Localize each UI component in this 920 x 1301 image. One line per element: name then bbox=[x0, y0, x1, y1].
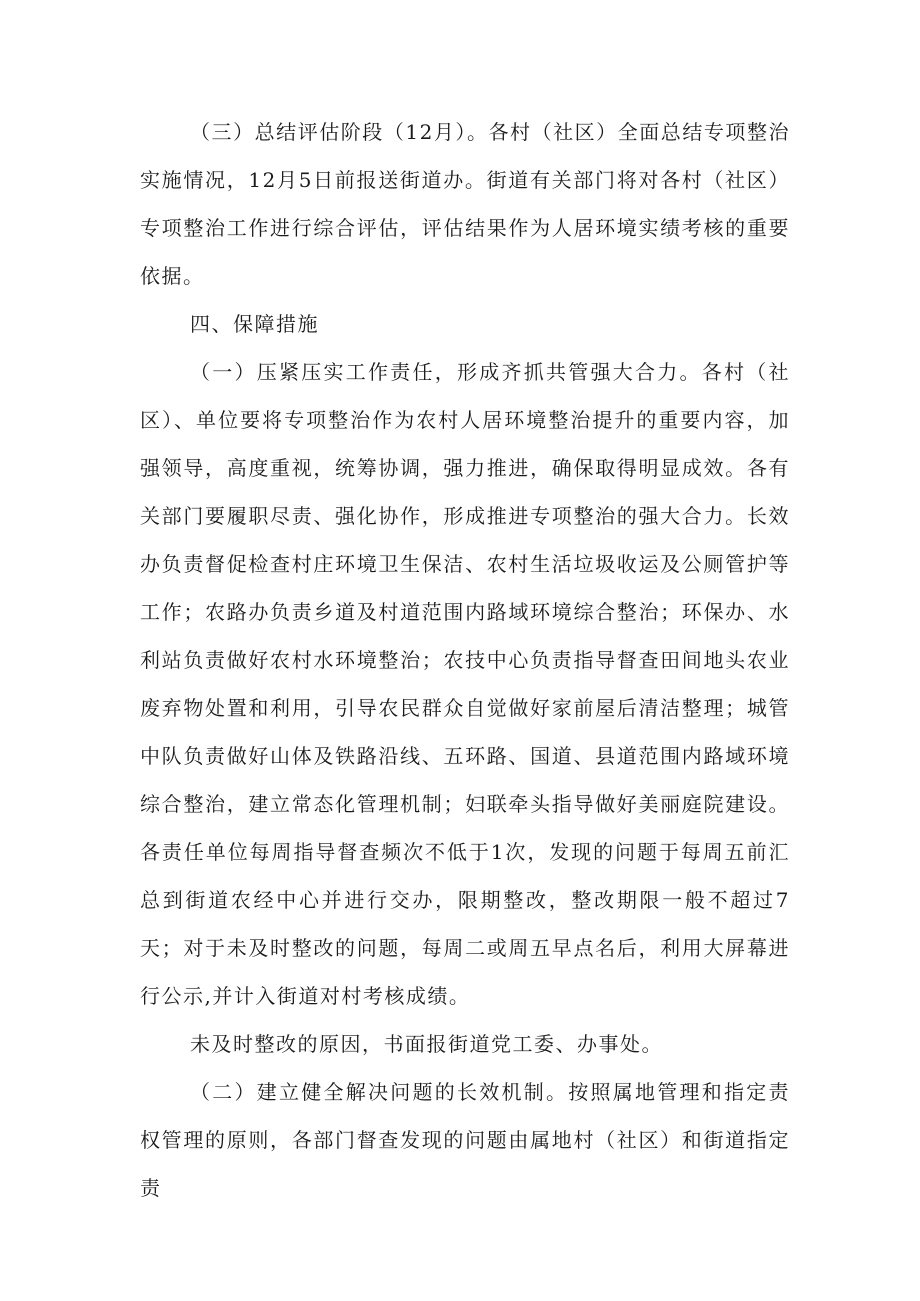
paragraph-long-term-mechanism: （二）建立健全解决问题的长效机制。按照属地管理和指定责权管理的原则，各部门督查发现的问题由属地村（社区）和街道指定责 bbox=[140, 1080, 790, 1200]
paragraph-summary-stage: （三）总结评估阶段（12月）。各村（社区）全面总结专项整治实施情况，12月5日前报送街道办。街道有关部门将对各村（社区）专项整治工作进行综合评估，评估结果作为人居环境实绩考核的重要依据。 bbox=[140, 120, 790, 288]
section-heading-safeguards: 四、保障措施 bbox=[190, 312, 319, 336]
paragraph-responsibility: （一）压紧压实工作责任，形成齐抓共管强大合力。各村（社区）、单位要将专项整治作为农村人居环境整治提升的重要内容，加强领导，高度重视，统筹协调，强力推进，确保取得明显成效。各有关部门要履职尽责、强化协作，形成推进专项整治的强大合力。长效办负责督促检查村庄环境卫生保洁、农村生活垃圾收运及公厕管护等工作；农路办负责乡道及村道范围内路域环境综合整治；环保办、水利站负责做好农村水环境整治；农技中心负责指导督查田间地头农业废弃物处置和利用，引导农民群众自觉做好家前屋后清洁整理；城管中队负责做好山体及铁路沿线、五环路、国道、县道范围内路域环境综合整治，建立常态化管理机制；妇联牵头指导做好美丽庭院建设。各责任单位每周指导督查频次不低于1次，发现的问题于每周五前汇总到街道农经中心并进行交办，限期整改，整改期限一般不超过7天；对于未及时整改的问题，每周二或周五早点名后，利用大屏幕进行公示,并计入街道对村考核成绩。 bbox=[140, 360, 790, 1008]
paragraph-rectification-reason: 未及时整改的原因，书面报街道党工委、办事处。 bbox=[190, 1032, 663, 1056]
